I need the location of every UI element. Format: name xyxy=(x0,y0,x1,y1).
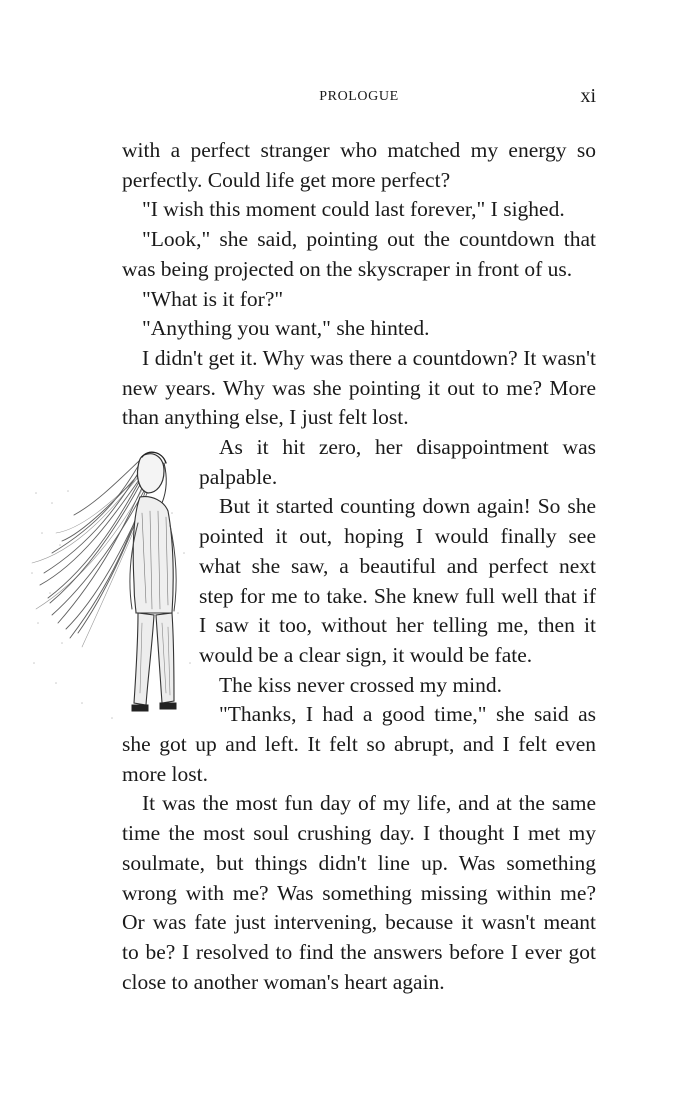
paragraph: "Thanks, I had a good time," she said as she got up and left. It felt so abrupt, and I felt even more lost. xyxy=(122,702,596,786)
chapter-title: PROLOGUE xyxy=(319,89,399,104)
paragraph: "I wish this moment could last forever," I sighed. xyxy=(142,197,565,222)
paragraph: "What is it for?" xyxy=(142,286,284,311)
woman-windblown-hair-sketch-icon xyxy=(72,433,199,728)
paragraph: I didn't get it. Why was there a countdown? It wasn't new years. Why was she pointing it out to me? More than anything else, I just felt lost. xyxy=(122,345,596,430)
running-head xyxy=(122,87,596,107)
page-number: xi xyxy=(580,85,596,107)
paragraph: The kiss never crossed my mind. xyxy=(219,672,503,697)
paragraph: It was the most fun day of my life, and at the same time the most soul crushing day. I thought I met my soulmate, but things didn't line up. Was something wrong with me? Was something missing within me? Or was fate just intervening, because it wasn't meant to be? I resolved to find the answers before I ever got close to another woman's heart again. xyxy=(122,791,596,994)
paragraph: with a perfect stranger who matched my energy so perfectly. Could life get more perfect? xyxy=(122,138,596,192)
paragraph: But it started counting down again! So she pointed it out, hoping I would finally see what she saw, a beautiful and perfect next step for me to take. She knew full well that if I saw it too, without her telling me, then it would be a clear sign, it would be fate. xyxy=(199,494,596,667)
paragraph: As it hit zero, her disappointment was palpable. xyxy=(199,435,596,489)
body-text xyxy=(122,136,596,997)
paragraph: "Anything you want," she hinted. xyxy=(142,316,430,341)
paragraph: "Look," she said, pointing out the countdown that was being projected on the skyscraper in front of us. xyxy=(122,227,596,281)
